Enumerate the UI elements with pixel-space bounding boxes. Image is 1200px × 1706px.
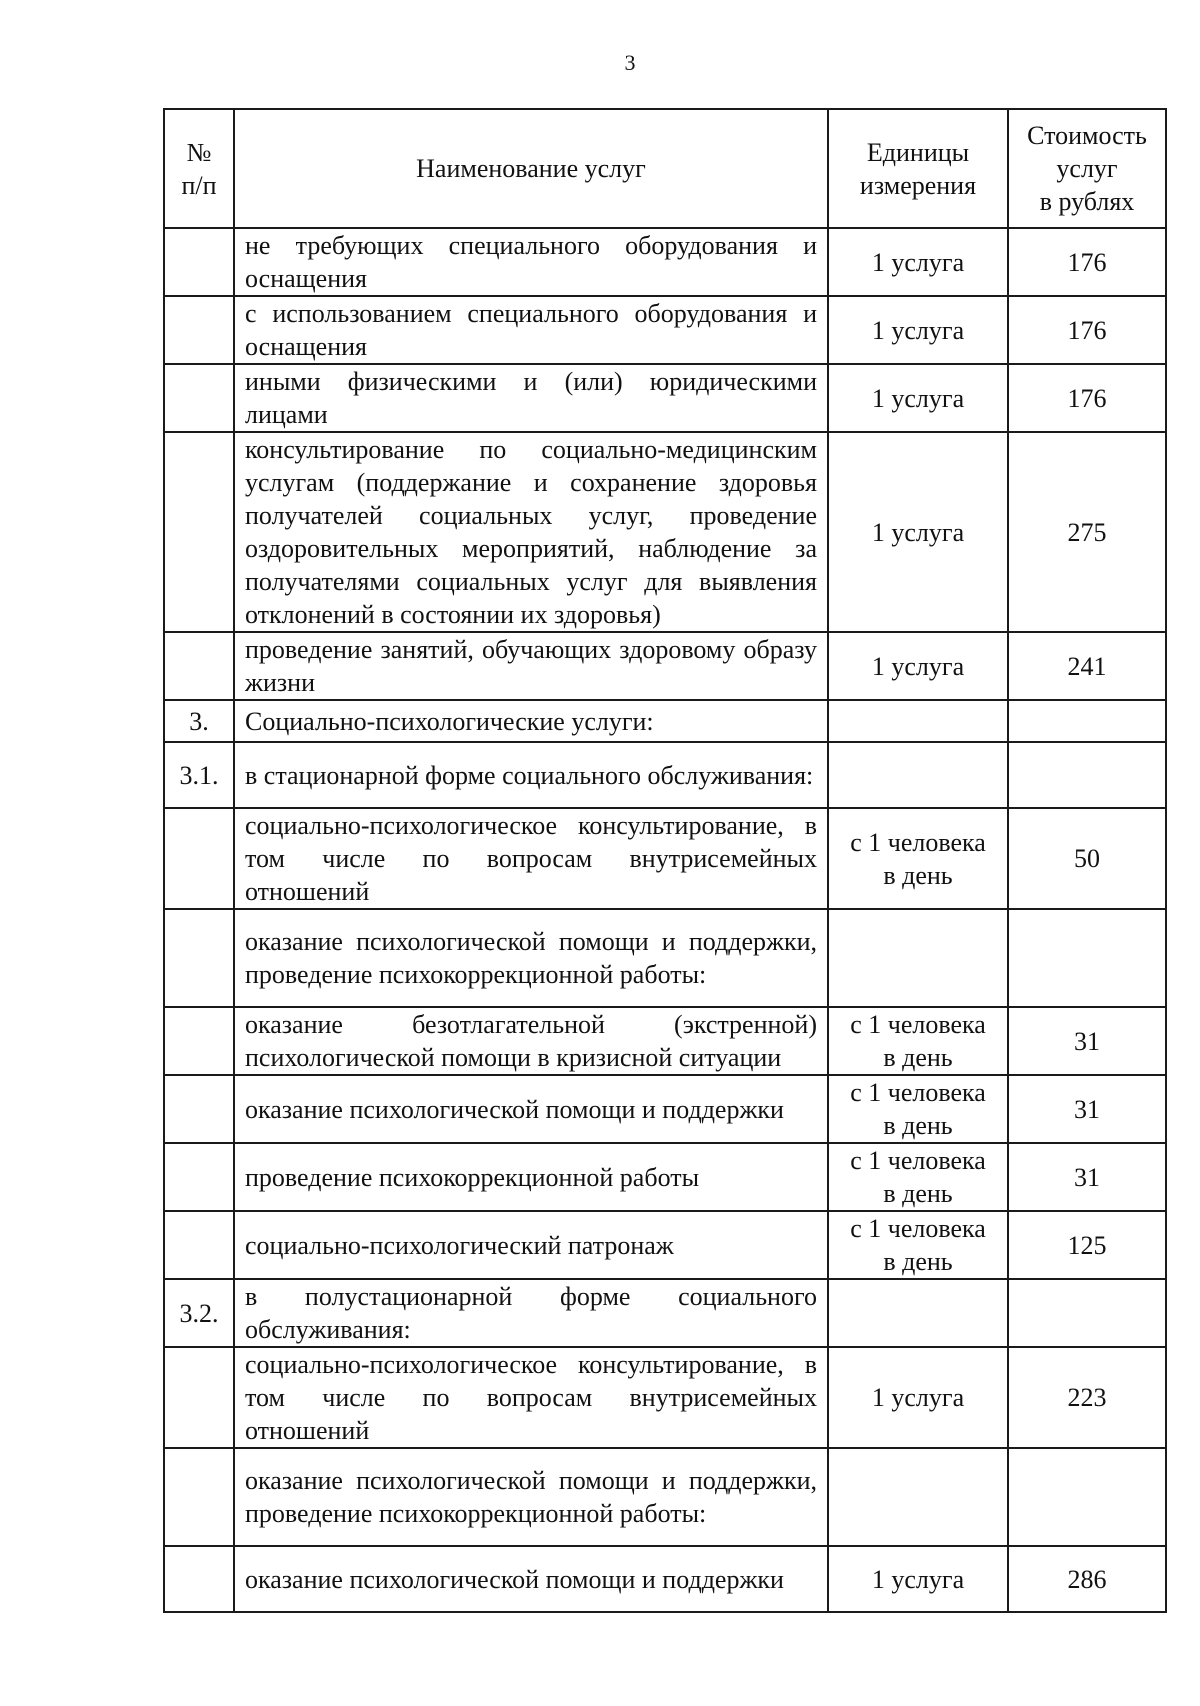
unit-cell: с 1 человека в день [828,1075,1008,1143]
row-number-cell [164,1347,234,1448]
row-number-cell [164,1075,234,1143]
row-number-cell [164,228,234,296]
row-number-cell [164,1448,234,1546]
table-row [164,1347,1166,1448]
service-name-cell: оказание безотлагательной (экстренной) психологической помощи в кризисной ситуации [234,1007,828,1075]
cost-cell: 275 [1008,432,1166,632]
unit-cell [828,1279,1008,1347]
service-name-cell: социально-психологическое консультирование, в том числе по вопросам внутрисемейных отношений [234,808,828,909]
page-number-text: 3 [624,50,636,75]
unit-cell: с 1 человека в день [828,1143,1008,1211]
row-number-cell [164,1007,234,1075]
unit-cell: 1 услуга [828,1347,1008,1448]
cost-cell: 125 [1008,1211,1166,1279]
service-name-cell: социально-психологический патронаж [234,1211,828,1279]
table-row [164,1007,1166,1075]
table-row [164,1075,1166,1143]
row-number-cell: 3.1. [164,742,234,808]
header-cost: Стоимость услуг в рублях [1008,109,1166,228]
cost-cell [1008,1279,1166,1347]
header-name: Наименование услуг [234,109,828,228]
service-name-cell: в стационарной форме социального обслуживания: [234,742,828,808]
unit-cell: 1 услуга [828,432,1008,632]
table-row [164,432,1166,632]
table-row [164,909,1166,1007]
table-header-row [164,109,1166,228]
row-number-cell [164,1546,234,1612]
cost-cell: 31 [1008,1007,1166,1075]
row-number-cell [164,364,234,432]
table-row [164,742,1166,808]
cost-cell: 176 [1008,228,1166,296]
service-name-cell: оказание психологической помощи и поддержки [234,1546,828,1612]
row-number-cell [164,909,234,1007]
cost-cell [1008,700,1166,742]
unit-cell [828,742,1008,808]
unit-cell: 1 услуга [828,228,1008,296]
cost-cell [1008,742,1166,808]
unit-cell: с 1 человека в день [828,808,1008,909]
service-name-cell: оказание психологической помощи и поддержки, проведение психокоррекционной работы: [234,909,828,1007]
service-name-cell: социально-психологическое консультирование, в том числе по вопросам внутрисемейных отношений [234,1347,828,1448]
table-row [164,1211,1166,1279]
table-row [164,1279,1166,1347]
row-number-cell [164,432,234,632]
row-number-cell [164,1143,234,1211]
page-number [0,50,1200,76]
unit-cell: 1 услуга [828,364,1008,432]
services-price-table [163,108,1167,1613]
service-name-cell: проведение занятий, обучающих здоровому образу жизни [234,632,828,700]
table-row [164,1448,1166,1546]
cost-cell: 286 [1008,1546,1166,1612]
row-number-cell: 3.2. [164,1279,234,1347]
table-row [164,632,1166,700]
table-row [164,808,1166,909]
unit-cell [828,700,1008,742]
cost-cell [1008,1448,1166,1546]
table-row [164,1546,1166,1612]
row-number-cell [164,1211,234,1279]
unit-cell [828,1448,1008,1546]
service-name-cell: иными физическими и (или) юридическими лицами [234,364,828,432]
unit-cell: 1 услуга [828,296,1008,364]
unit-cell: с 1 человека в день [828,1007,1008,1075]
unit-cell: 1 услуга [828,1546,1008,1612]
unit-cell [828,909,1008,1007]
table-body [164,228,1166,1612]
row-number-cell [164,296,234,364]
header-unit: Единицы измерения [828,109,1008,228]
service-name-cell: в полустационарной форме социального обслуживания: [234,1279,828,1347]
row-number-cell [164,808,234,909]
row-number-cell: 3. [164,700,234,742]
cost-cell: 31 [1008,1143,1166,1211]
row-number-cell [164,632,234,700]
table-row [164,364,1166,432]
header-num: № п/п [164,109,234,228]
service-name-cell: оказание психологической помощи и поддержки, проведение психокоррекционной работы: [234,1448,828,1546]
cost-cell: 176 [1008,296,1166,364]
service-name-cell: не требующих специального оборудования и оснащения [234,228,828,296]
service-name-cell: оказание психологической помощи и поддержки [234,1075,828,1143]
cost-cell: 50 [1008,808,1166,909]
cost-cell: 31 [1008,1075,1166,1143]
service-name-cell: с использованием специального оборудования и оснащения [234,296,828,364]
unit-cell: с 1 человека в день [828,1211,1008,1279]
service-name-cell: проведение психокоррекционной работы [234,1143,828,1211]
service-name-cell: Социально-психологические услуги: [234,700,828,742]
cost-cell: 241 [1008,632,1166,700]
cost-cell: 176 [1008,364,1166,432]
unit-cell: 1 услуга [828,632,1008,700]
table-row [164,700,1166,742]
table-row [164,1143,1166,1211]
table-row [164,296,1166,364]
service-name-cell: консультирование по социально-медицинским услугам (поддержание и сохранение здоровья получателей социальных услуг, проведение оздоровительных мероприятий, наблюдение за получателями социальных услуг для выявления отклонений в состоянии их здоровья) [234,432,828,632]
cost-cell: 223 [1008,1347,1166,1448]
table-row [164,228,1166,296]
cost-cell [1008,909,1166,1007]
